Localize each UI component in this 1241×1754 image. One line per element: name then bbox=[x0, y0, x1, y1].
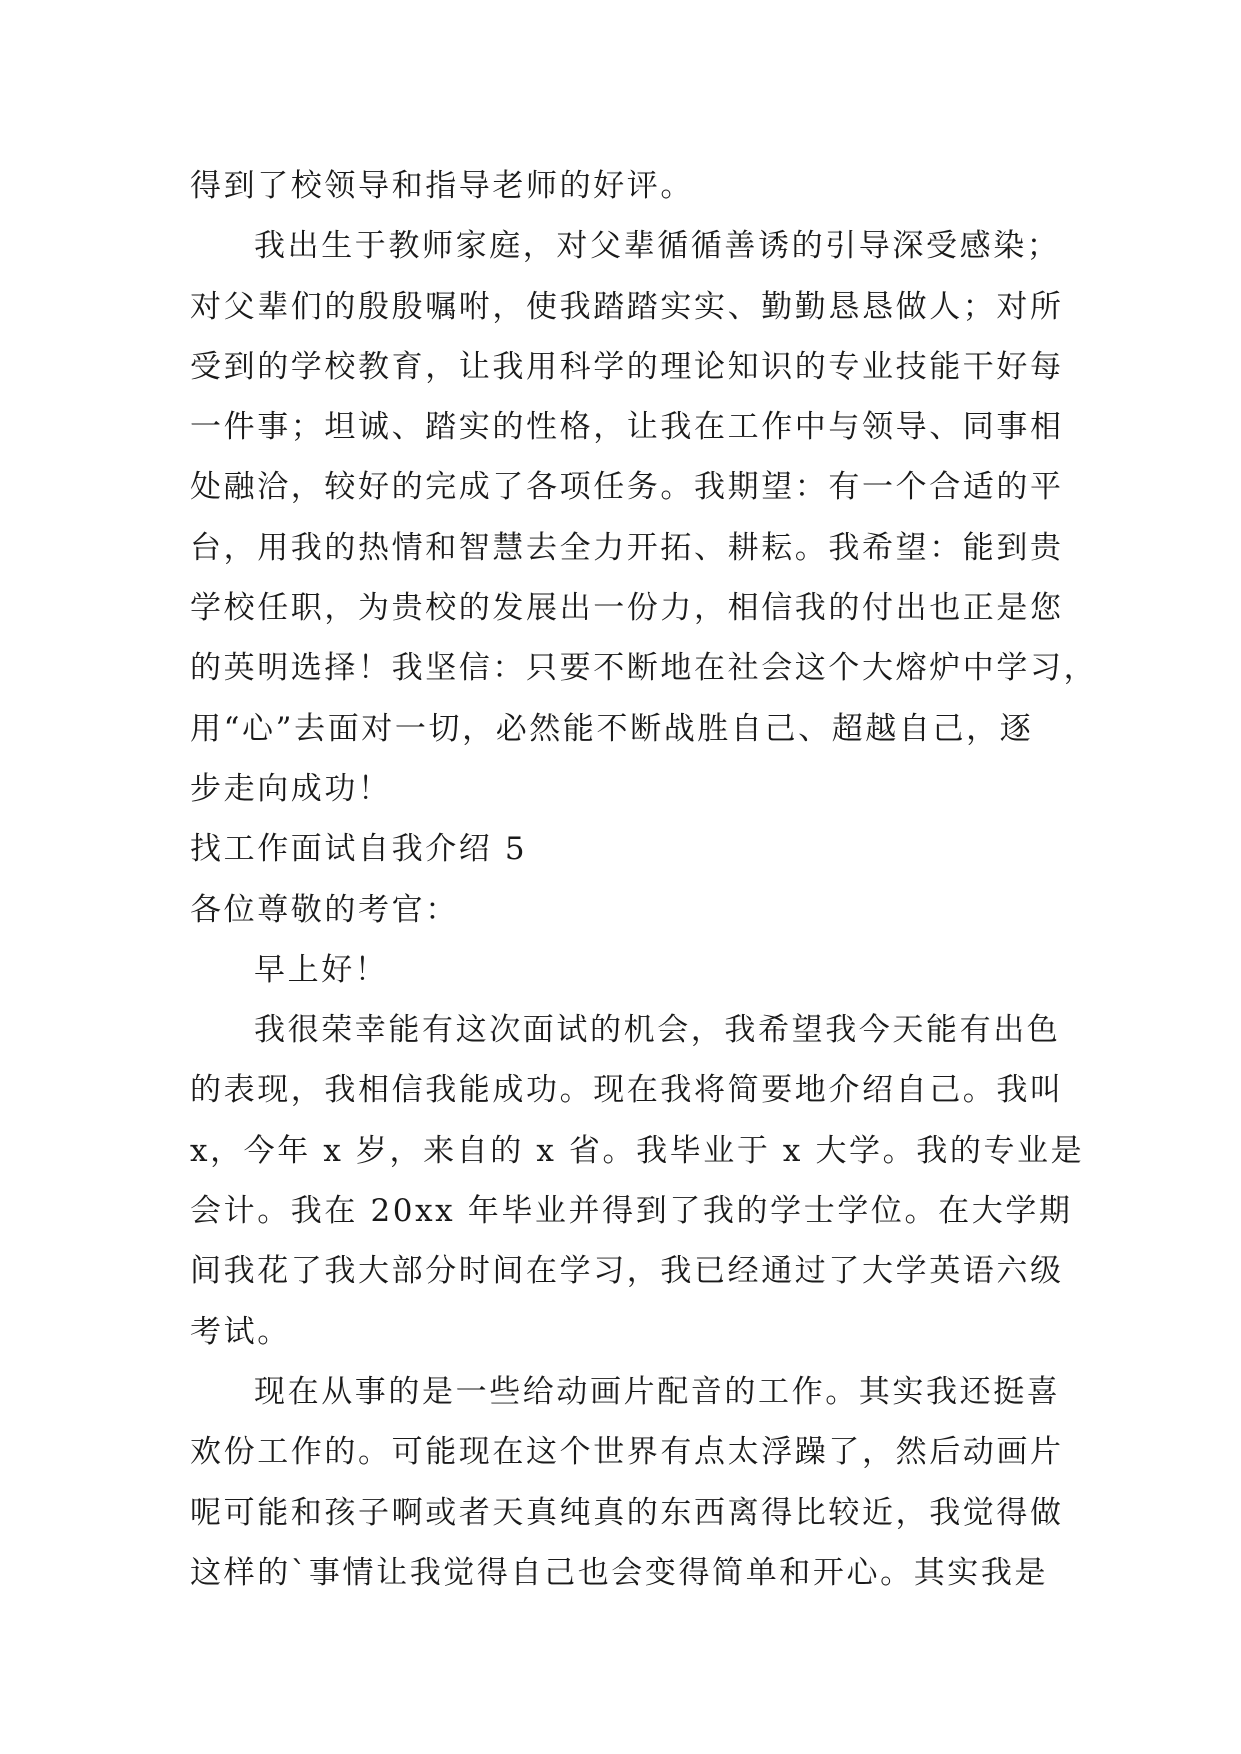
text-line: 呢可能和孩子啊或者天真纯真的东西离得比较近，我觉得做 bbox=[190, 1494, 1064, 1531]
text-line: 现在从事的是一些给动画片配音的工作。其实我还挺喜 bbox=[254, 1373, 1061, 1410]
text-line: 得到了校领导和指导老师的好评。 bbox=[190, 168, 694, 204]
text-line: 台，用我的热情和智慧去全力开拓、耕耘。我希望：能到贵 bbox=[190, 529, 1064, 566]
salutation: 各位尊敬的考官： bbox=[190, 891, 459, 928]
text-line: 我很荣幸能有这次面试的机会，我希望我今天能有出色 bbox=[254, 1012, 1061, 1049]
text-line: 会计。我在 20xx 年毕业并得到了我的学士学位。在大学期 bbox=[190, 1193, 1073, 1230]
text-line: 间我花了我大部分时间在学习，我已经通过了大学英语六级 bbox=[190, 1253, 1064, 1290]
text-line: x，今年 x 岁，来自的 x 省。我毕业于 x 大学。我的专业是 bbox=[190, 1132, 1085, 1169]
text-line: 对父辈们的殷殷嘱咐，使我踏踏实实、勤勤恳恳做人；对所 bbox=[190, 288, 1064, 325]
text-line: 学校任职，为贵校的发展出一份力，相信我的付出也正是您 bbox=[190, 590, 1064, 627]
section-heading: 找工作面试自我介绍 5 bbox=[190, 831, 528, 868]
text-line: 这样的`事情让我觉得自己也会变得简单和开心。其实我是 bbox=[190, 1554, 1049, 1591]
text-line: 一件事；坦诚、踏实的性格，让我在工作中与领导、同事相 bbox=[190, 409, 1064, 446]
text-line: 受到的学校教育，让我用科学的理论知识的专业技能干好每 bbox=[190, 348, 1064, 385]
text-line: 用“心”去面对一切，必然能不断战胜自己、超越自己，逐 bbox=[190, 710, 1034, 747]
document-body bbox=[190, 156, 1098, 1603]
text-line: 我出生于教师家庭，对父辈循循善诱的引导深受感染； bbox=[254, 228, 1061, 265]
text-line: 处融洽，较好的完成了各项任务。我期望：有一个合适的平 bbox=[190, 469, 1064, 506]
greeting: 早上好！ bbox=[254, 951, 389, 988]
text-line: 步走向成功！ bbox=[190, 770, 392, 807]
text-line: 的英明选择！我坚信：只要不断地在社会这个大熔炉中学习， bbox=[190, 650, 1098, 687]
text-line: 考试。 bbox=[190, 1313, 291, 1350]
text-line: 欢份工作的。可能现在这个世界有点太浮躁了，然后动画片 bbox=[190, 1434, 1064, 1471]
text-line: 的表现，我相信我能成功。现在我将简要地介绍自己。我叫 bbox=[190, 1072, 1064, 1109]
